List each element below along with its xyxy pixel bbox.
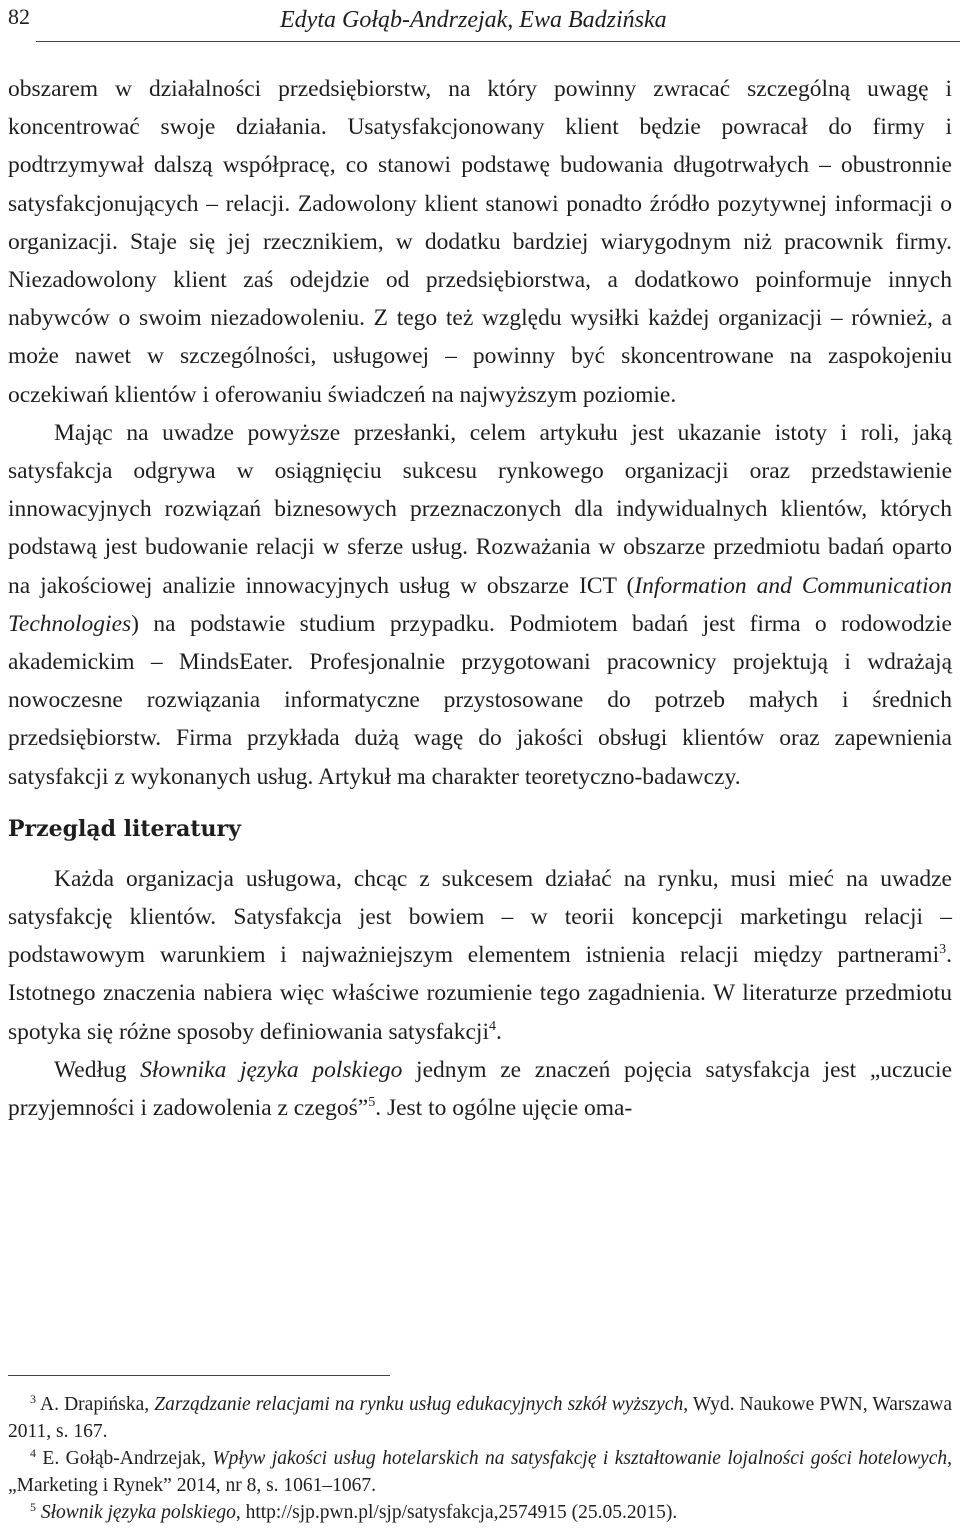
footnote-4-text-b: , „Marketing i Rynek” 2014, nr 8, s. 1061–1067. xyxy=(8,1448,952,1496)
paragraph-4 xyxy=(8,1051,952,1127)
paragraph-2-text-a: Mając na uwadze powyższe przesłanki, celem artykułu jest ukazanie istoty i roli, jaką satysfakcja odgrywa w osiągnięciu sukcesu rynkowego organizacji oraz przedstawienie innowacyjnych rozwiązań biznesowych przeznaczonych dla indywidualnych klientów, których podstawą jest budowanie relacji w sferze usług. Rozważania w obszarze przedmiotu badań oparto na jakościowej analizie innowacyjnych usług w obszarze ICT ( xyxy=(8,419,952,599)
footnote-5-number: 5 xyxy=(30,1500,36,1514)
paragraph-3-text-c: . xyxy=(495,1018,502,1045)
footnote-5 xyxy=(8,1499,952,1526)
paragraph-4-text-b: jednym ze znaczeń pojęcia satysfakcja jest „uczucie przyjemności i zadowolenia z czegoś” xyxy=(8,1056,952,1122)
paragraph-4-text-c: . Jest to ogólne ujęcie oma- xyxy=(375,1095,633,1122)
paragraph-3 xyxy=(8,860,952,1051)
footnote-4-italic: Wpływ jakości usług hotelarskich na satysfakcję i kształtowanie lojalności gości hotelowych xyxy=(212,1448,948,1469)
paragraph-1: obszarem w działalności przedsiębiorstw, na który powinny zwracać szczególną uwagę i koncentrować swoje działania. Usatysfakcjonowany klient będzie powracał do firmy i podtrzymywał dalszą współpracę, co stanowi podstawę budowania długotrwałych – obustronnie satysfakcjonujących – relacji. Zadowolony klient stanowi ponadto źródło pozytywnej informacji o organizacji. Staje się jej rzecznikiem, w dodatku bardziej wiarygodnym niż pracownik firmy. Niezadowolony klient zaś odejdzie od przedsiębiorstwa, a dodatkowo poinformuje innych nabywców o swoim niezadowoleniu. Z tego też względu wysiłki każdej organizacji – również, a może nawet w szczególności, usługowej – powinny być skoncentrowane na zaspokojeniu oczekiwań klientów i oferowaniu świadczeń na najwyższym poziomie. xyxy=(8,76,952,408)
footnote-rule xyxy=(8,1375,390,1376)
paragraph-2 xyxy=(8,414,952,796)
section-heading: Przegląd literatury xyxy=(8,815,241,842)
footnote-3-number: 3 xyxy=(30,1392,36,1406)
footnote-3-text-a: A. Drapińska, xyxy=(36,1394,155,1415)
page-header xyxy=(0,0,960,46)
footnote-5-italic: Słownik języka polskiego xyxy=(36,1502,236,1523)
footnote-ref-3: 3 xyxy=(939,942,947,958)
footnote-ref-5: 5 xyxy=(368,1095,376,1111)
footnote-5-text-b: , http://sjp.pwn.pl/sjp/satysfakcja,2574915 (25.05.2015). xyxy=(235,1502,678,1523)
paragraph-4-italic: Słownika języka polskiego xyxy=(140,1056,403,1083)
footnote-3 xyxy=(8,1391,952,1445)
paragraph-4-text-a: Według xyxy=(54,1056,141,1083)
footnote-ref-4: 4 xyxy=(488,1018,496,1034)
body-text xyxy=(8,70,952,1127)
footnote-4-number: 4 xyxy=(30,1446,36,1460)
footnotes xyxy=(8,1391,952,1526)
paragraph-3-text-a: Każda organizacja usługowa, chcąc z sukcesem działać na rynku, musi mieć na uwadze satysfakcję klientów. Satysfakcja jest bowiem – w teorii koncepcji marketingu relacji –podstawowym warunkiem i najważniejszym elementem istnienia relacji między partnerami xyxy=(8,865,952,969)
footnote-4 xyxy=(8,1445,952,1499)
page-number: 82 xyxy=(8,4,30,29)
running-head: Edyta Gołąb-Andrzejak, Ewa Badzińska xyxy=(280,7,667,33)
paragraph-3-text-b: . Istotnego znaczenia nabiera więc właściwe rozumienie tego zagadnienia. W literaturze przedmiotu spotyka się różne sposoby definiowania satysfakcji xyxy=(8,942,952,1045)
footnote-4-text-a: E. Gołąb-Andrzejak, xyxy=(36,1448,213,1469)
header-rule xyxy=(36,41,960,42)
paragraph-2-text-b: ) na podstawie studium przypadku. Podmiotem badań jest firma o rodowodzie akademickim – MindsEater. Profesjonalnie przygotowani pracownicy projektują i wdrażają nowoczesne rozwiązania informatyczne przystosowane do potrzeb małych i średnich przedsiębiorstw. Firma przykłada dużą wagę do jakości obsługi klientów oraz zapewnienia satysfakcji z wykonanych usług. Artykuł ma charakter teoretyczno-badawczy. xyxy=(8,610,952,790)
footnote-3-italic: Zarządzanie relacjami na rynku usług edukacyjnych szkół wyższych xyxy=(154,1394,684,1415)
paragraph-2-italic: Information and Communication Technologies xyxy=(8,572,952,637)
footnote-3-text-b: , Wyd. Naukowe PWN, Warszawa 2011, s. 167. xyxy=(8,1394,952,1442)
